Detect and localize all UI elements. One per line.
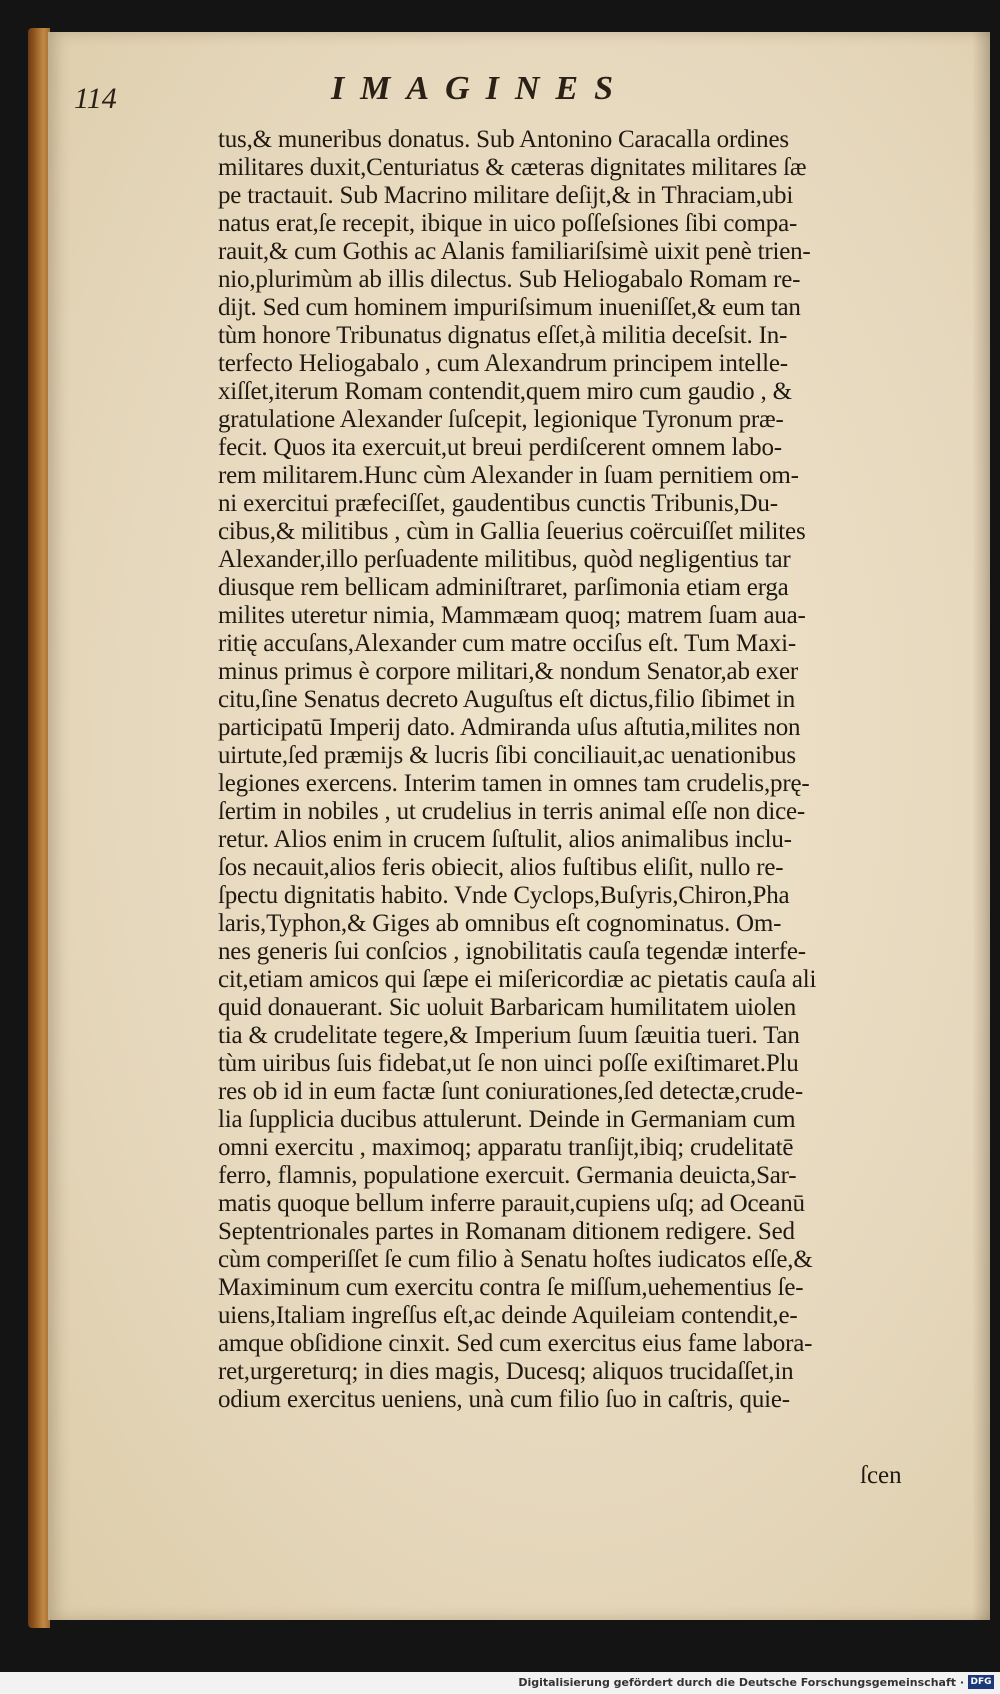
text-line: ſpectu dignitatis habito. Vnde Cyclops,Buſyris,Chiron,Pha <box>218 882 790 909</box>
text-line: matis quoque bellum inferre parauit,cupiens uſq; ad Oceanū <box>218 1190 805 1217</box>
book-edge <box>28 28 50 1628</box>
body-text <box>218 126 918 1414</box>
text-line: nes generis ſui conſcios , ignobilitatis cauſa tegendæ interfe- <box>218 938 806 965</box>
page-shadow <box>972 32 990 1620</box>
text-line: pe tractauit. Sub Macrino militare deſijt,& in Thraciam,ubi <box>218 182 794 209</box>
text-line: res ob id in eum factæ ſunt coniurationes,ſed detectæ,crude- <box>218 1078 804 1105</box>
running-head-title: IMAGINES <box>330 70 630 107</box>
text-line: tùm honore Tribunatus dignatus eſſet,à militia deceſsit. In- <box>218 322 788 349</box>
catchword: ſcen <box>860 1462 902 1489</box>
text-line: lia ſupplicia ducibus attulerunt. Deinde in Germaniam cum <box>218 1106 796 1133</box>
text-line: ſertim in nobiles , ut crudelius in terris animal eſſe non dice- <box>218 798 806 825</box>
text-line: amque obſidione cinxit. Sed cum exercitus eius fame labora- <box>218 1330 813 1357</box>
text-line: cit,etiam amicos qui ſæpe ei miſericordiæ ac pietatis cauſa ali <box>218 966 817 993</box>
text-line: tia & crudelitate tegere,& Imperium ſuum ſæuitia tueri. Tan <box>218 1022 800 1049</box>
text-line: diusque rem bellicam adminiſtraret, parſimonia etiam erga <box>218 574 789 601</box>
page-number: 114 <box>74 82 117 115</box>
text-line: retur. Alios enim in crucem ſuſtulit, alios animalibus inclu- <box>218 826 792 853</box>
text-line: laris,Typhon,& Giges ab omnibus eſt cognominatus. Om- <box>218 910 782 937</box>
text-line: ferro, flamnis, populatione exercuit. Germania deuicta,Sar- <box>218 1162 797 1189</box>
text-line: gratulatione Alexander ſuſcepit, legionique Tyronum præ- <box>218 406 784 433</box>
footer-credit: Digitalisierung gefördert durch die Deutsche Forschungsgemeinschaft · <box>518 1676 964 1689</box>
text-line: rem militarem.Hunc cùm Alexander in ſuam pernitiem om- <box>218 462 799 489</box>
text-line: ſos necauit,alios feris obiecit, alios fuſtibus eliſit, nullo re- <box>218 854 784 881</box>
text-line: milites uteretur nimia, Mammæam quoq; matrem ſuam aua- <box>218 602 806 629</box>
text-line: tùm uiribus ſuis fidebat,ut ſe non uinci poſſe exiſtimaret.Plu <box>218 1050 799 1077</box>
text-line: cùm comperiſſet ſe cum filio à Senatu hoſtes iudicatos eſſe,& <box>218 1246 813 1273</box>
text-line: odium exercitus ueniens, unà cum filio ſuo in caſtris, quie- <box>218 1386 790 1413</box>
text-line: legiones exercens. Interim tamen in omnes tam crudelis,prę- <box>218 770 810 797</box>
text-line: minus primus è corpore militari,& nondum Senator,ab exer <box>218 658 799 685</box>
text-line: citu,ſine Senatus decreto Auguſtus eſt dictus,filio ſibimet in <box>218 686 796 713</box>
text-line: participatū Imperij dato. Admiranda uſus aſtutia,milites non <box>218 714 801 741</box>
text-line: terfecto Heliogabalo , cum Alexandrum principem intelle- <box>218 350 788 377</box>
text-line: natus erat,ſe recepit, ibique in uico poſſeſsiones ſibi compa- <box>218 210 798 237</box>
text-line: dijt. Sed cum hominem impuriſsimum inueniſſet,& eum tan <box>218 294 801 321</box>
text-line: cibus,& militibus , cùm in Gallia ſeuerius coërcuiſſet milites <box>218 518 806 545</box>
text-line: fecit. Quos ita exercuit,ut breui perdiſcerent omnem labo- <box>218 434 782 461</box>
text-line: ritię accuſans,Alexander cum matre occiſus eſt. Tum Maxi- <box>218 630 797 657</box>
dfg-logo-icon: DFG <box>968 1675 994 1689</box>
text-line: uirtute,ſed præmijs & lucris ſibi conciliauit,ac uenationibus <box>218 742 796 769</box>
text-line: rauit,& cum Gothis ac Alanis familiariſsimè uixit penè trien- <box>218 238 811 265</box>
text-line: quid donauerant. Sic uoluit Barbaricam humilitatem uiolen <box>218 994 797 1021</box>
text-line: omni exercitu , maximoq; apparatu tranſijt,ibiq; crudelitatē <box>218 1134 794 1161</box>
text-line: militares duxit,Centuriatus & cæteras dignitates militares ſæ <box>218 154 807 181</box>
text-line: uiens,Italiam ingreſſus eſt,ac deinde Aquileiam contendit,e- <box>218 1302 798 1329</box>
text-line: xiſſet,iterum Romam contendit,quem miro cum gaudio , & <box>218 378 792 405</box>
text-line: tus,& muneribus donatus. Sub Antonino Caracalla ordines <box>218 126 789 153</box>
text-line: ni exercitui præfeciſſet, gaudentibus cunctis Tribunis,Du- <box>218 490 778 517</box>
text-line: Maximinum cum exercitu contra ſe miſſum,uehementius ſe- <box>218 1274 804 1301</box>
text-line: ret,urgereturq; in dies magis, Ducesq; aliquos trucidaſſet,in <box>218 1358 794 1385</box>
text-line: Septentrionales partes in Romanam ditionem redigere. Sed <box>218 1218 795 1245</box>
text-line: Alexander,illo perſuadente militibus, quòd negligentius tar <box>218 546 791 573</box>
text-line: nio,plurimùm ab illis dilectus. Sub Heliogabalo Romam re- <box>218 266 801 293</box>
